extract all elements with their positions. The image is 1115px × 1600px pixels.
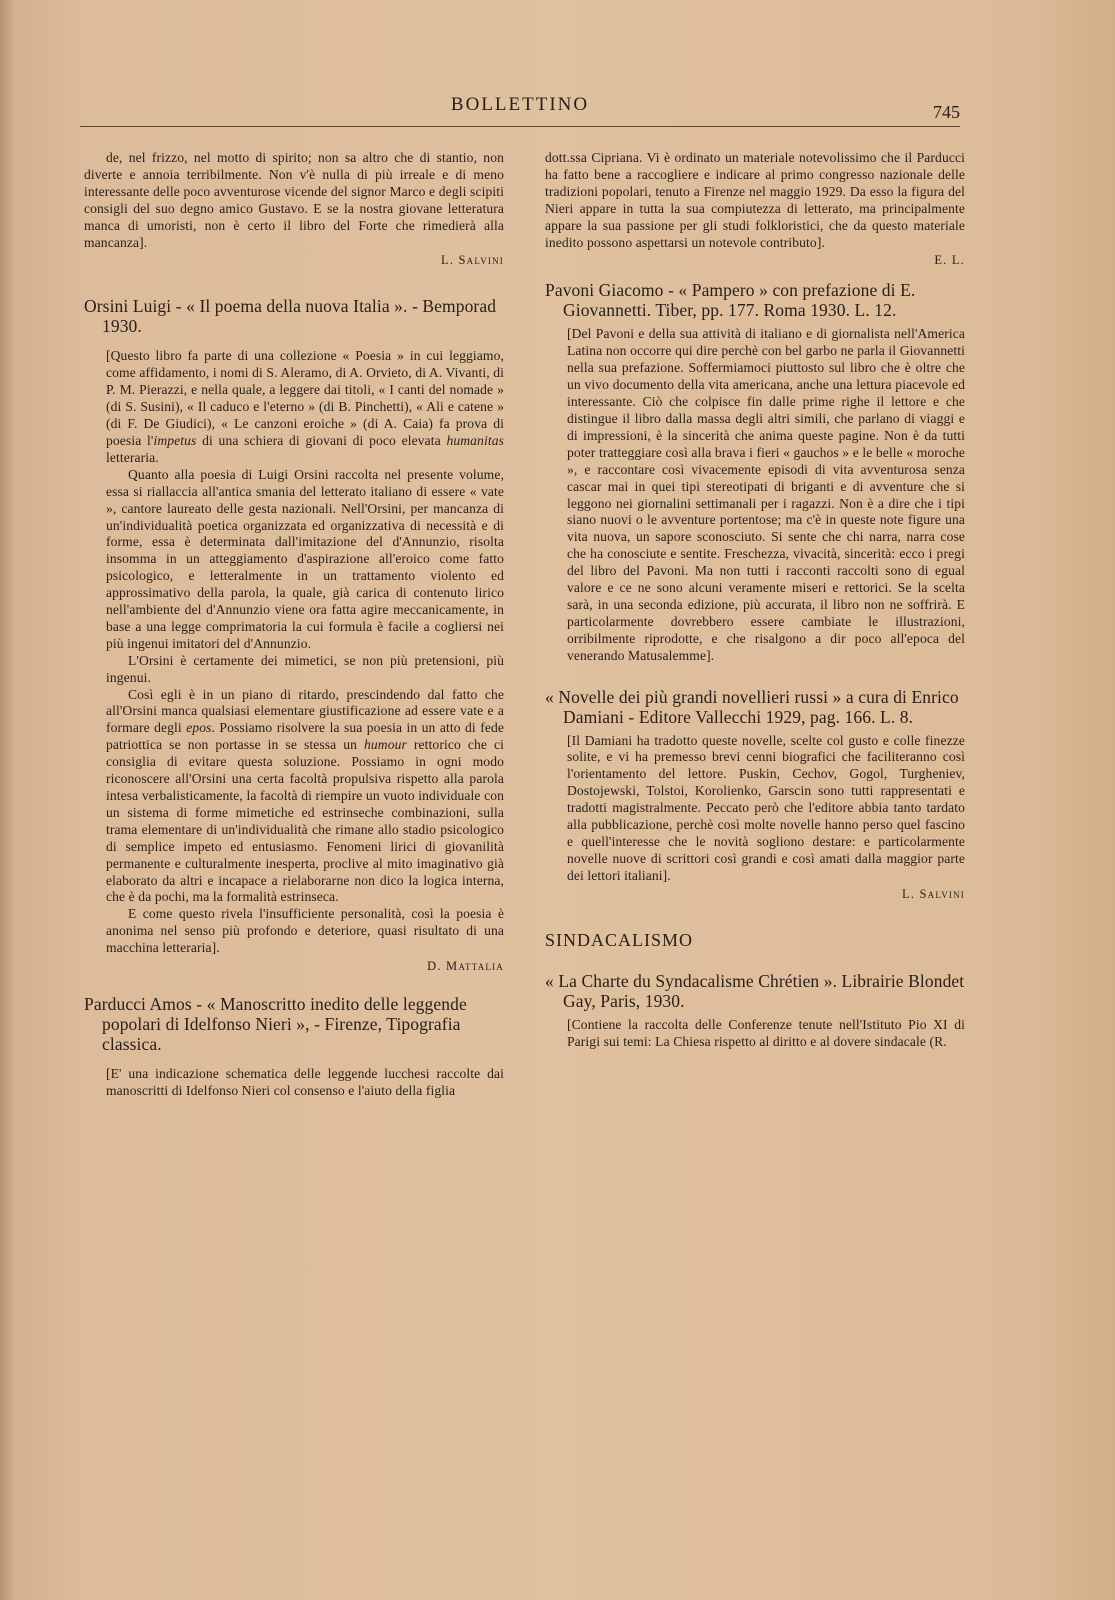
review-heading-novelle: « Novelle dei più grandi novellieri russi » a cura di Enrico Damiani - Editore Vallecchi 1929, pag. 166. L. 8.: [545, 686, 959, 727]
continuation-text-right: [545, 150, 965, 251]
review-body-novelle: [545, 733, 965, 885]
page-edge-shadow: [0, 0, 14, 1600]
signature: L. Salvini: [901, 886, 965, 901]
review-paragraph: [Questo libro fa parte di una collezione « Poesia » in cui leggiamo, come affidamento, i nomi di S. Aleramo, di A. Orvieto, di A. Vivanti, di P. M. Pierazzi, e nella quale, a leggere dai titoli, « I canti del nomade » (di S. Susini), « Il caduco e l'eterno » (di B. Pinchetti), « Ali e catene » (di F. De Giudici), « Le canzoni eroiche » (di A. Caia) fa prova di poesia l'impetus di una schiera di giovani di poco elevata humanitas letteraria.: [106, 348, 504, 465]
continuation-text: [84, 150, 504, 251]
signature: E. L.: [934, 253, 965, 268]
review-heading-charte: « La Charte du Syndacalisme Chrétien ». Librairie Blondet Gay, Paris, 1930.: [545, 970, 965, 1011]
running-title: BOLLETTINO: [450, 94, 590, 115]
review-paragraph: [Contiene la raccolta delle Conferenze tenute nell'Istituto Pio XI di Parigi sui temi: La Chiesa rispetto al diritto e al dovere sindacale (R.: [567, 1016, 965, 1049]
review-body-parducci: [84, 1066, 504, 1100]
review-paragraph: [Del Pavoni e della sua attività di italiano e di giornalista nell'America Latina non occorre qui dire perchè con bel garbo ne parla il Giovannetti nella sua prefazione. Soffermiamoci piuttosto sul libro che è oltre che un vivo documento della vita americana, anche una lettura piacevole ed interessante. Ciò che colpisce fin dalle prime righe il lettore e che distingue il libro dalla massa degli altri simili, che parlano di viaggi e di impressioni, è la sincerità che anima queste pagine. Non è da tutti poter tratteggiare così alla brava i fieri « gauchos » e le belle « moroche », e raccontare così vivacemente episodi di vita avventurosa senza cascar mai in quei tipi stereotipati di briganti e di avventure che si leggono nei giornalini settimanali per i ragazzi. Non è a dire che i tipi siano nuovi o le avventure portentose; ma c'è in queste note figure una vita nuova, un sapore sconosciuto. Si sente che chi narra, narra cose che ha conosciute e sentite. Freschezza, vivacità, sincerità: ecco i pregi del libro del Pavoni. Ma non tutti i racconti raccolti sono di egual valore e ce ne sono alcuni veramente miseri e rettorici. Se la scelta sarà, in una seconda edizione, più accurata, il libro non ne soffrirà. E particolarmente dovrebbero essere cambiate le illustrazioni, orribilmente riprodotte, e che risalgono a dir poco all'epoca del venerando Matusalemme].: [567, 326, 965, 663]
page-number: 745: [933, 102, 960, 122]
signature: D. Mattalia: [427, 959, 504, 974]
review-body-orsini: [84, 348, 504, 957]
review-paragraph: L'Orsini è certamente dei mimetici, se non più pretensioni, più ingenui.: [106, 652, 504, 685]
review-body-pavoni: [545, 326, 965, 664]
review-paragraph: [E' una indicazione schematica delle leggende lucchesi raccolte dai manoscritti di Idelfonso Nieri col consenso e l'aiuto della figlia: [106, 1066, 504, 1098]
review-paragraph: Così egli è in un piano di ritardo, prescindendo dal fatto che all'Orsini manca qualsiasi elementare giustificazione ad essere vate e a formare degli epos. Possiamo risolvere la sua poesia in un atto di fede patriottica se non portasse in se stessa un humour rettorico che ci consiglia di evitare questa soluzione. Possiamo in ogni modo riconoscere all'Orsini una certa facoltà propulsiva rispetto alla parola intesa verbalisticamente, la facoltà di riempire un vuoto individuale con un sistema di forme mimetiche ed estrinseche combinazioni, sulla trama elementare di un'individualità che rimane allo stadio psicologico di semplice impeto ed entusiasmo. Fenomeni lirici di giovanilità permanente e culturalmente inesperta, proclive al mito imaginativo già elaborato da altri e incapace a rielaborarne non dico la logica interna, che è da pochi, ma la formalità estrinseca.: [106, 686, 504, 905]
running-head: [80, 88, 960, 128]
continuation-paragraph: dott.ssa Cipriana. Vi è ordinato un materiale notevolissimo che il Parducci ha fatto bene a raccogliere e indicare al primo congresso nazionale delle tradizioni popolari, tenuto a Firenze nel maggio 1929. Da esso la figura del Nieri appare in tutta la sua compiutezza di letterato, ma principalmente appare la sua passione per gli studi folkloristici, che da questo materiale inedito possono aspettarsi un notevole contributo].: [545, 150, 965, 250]
review-paragraph: Quanto alla poesia di Luigi Orsini raccolta nel presente volume, essa si riallaccia all'antica smania del letterato italiano di essere « vate », cantore laureato delle gesta nazionali. Nell'Orsini, per mancanza di un'individualità poetica organizzata ed organizzativa di necessità e di forme, essa è determinata dall'imitazione del d'Annunzio, risolta insomma in un atteggiamento d'aspirazione all'eroico come fatto psicologico, e letteralmente in un trattamento violento ed approssimativo della parola, la quale, già carica di contenuto lirico nell'ambiente del d'Annunzio viene ora fatta agire meccanicamente, in base a una legge comprimatoria la cui formula è facile a cogliersi nei più ingenui imitatori del d'Annunzio.: [106, 466, 504, 651]
review-heading-pavoni: Pavoni Giacomo - « Pampero » con prefazione di E. Giovannetti. Tiber, pp. 177. Roma 1930. L. 12.: [545, 280, 916, 321]
review-heading-parducci: Parducci Amos - « Manoscritto inedito delle leggende popolari di Idelfonso Nieri », - Firenze, Tipografia classica.: [84, 994, 467, 1055]
review-body-charte: [545, 1017, 965, 1051]
review-paragraph: E come questo rivela l'insufficiente personalità, così la poesia è anonima nel senso più profondo e deteriore, quasi risultato di una macchina letteraria].: [106, 906, 504, 956]
left-column: [84, 150, 504, 1102]
review-heading-orsini: Orsini Luigi - « Il poema della nuova Italia ». - Bemporad 1930.: [84, 296, 497, 337]
signature: L. Salvini: [440, 253, 504, 268]
right-column: [545, 150, 965, 1053]
header-rule: [80, 126, 960, 127]
section-heading-sindacalismo: SINDACALISMO: [545, 929, 694, 950]
review-paragraph: [Il Damiani ha tradotto queste novelle, scelte col gusto e colle finezze solite, e vi ha premesso brevi cenni biografici che faciliteranno così l'orientamento del lettore. Puskin, Cechov, Gogol, Turgheniev, Dostojewski, Tolstoi, Korolienko, Garscin sono tutti rappresentati e tradotti magistralmente. Peccato però che l'editore abbia tanto tardato alla pubblicazione, perchè così molte novelle hanno perso quel fascino e quell'interesse che le novità sogliono destare: e particolarmente novelle nuove di scrittori così grandi e così amati dalla maggior parte dei lettori italiani].: [567, 732, 965, 883]
continuation-paragraph: de, nel frizzo, nel motto di spirito; non sa altro che di stantio, non diverte e annoia terribilmente. Non v'è nulla di più irreale e di meno interessante delle poco avventurose vicende del signor Marco e degli scipiti consigli del suo degno amico Gustavo. E se la nostra giovane letteratura manca di umoristi, non è certo il libro del Forte che rimedierà alla mancanza].: [84, 150, 504, 250]
